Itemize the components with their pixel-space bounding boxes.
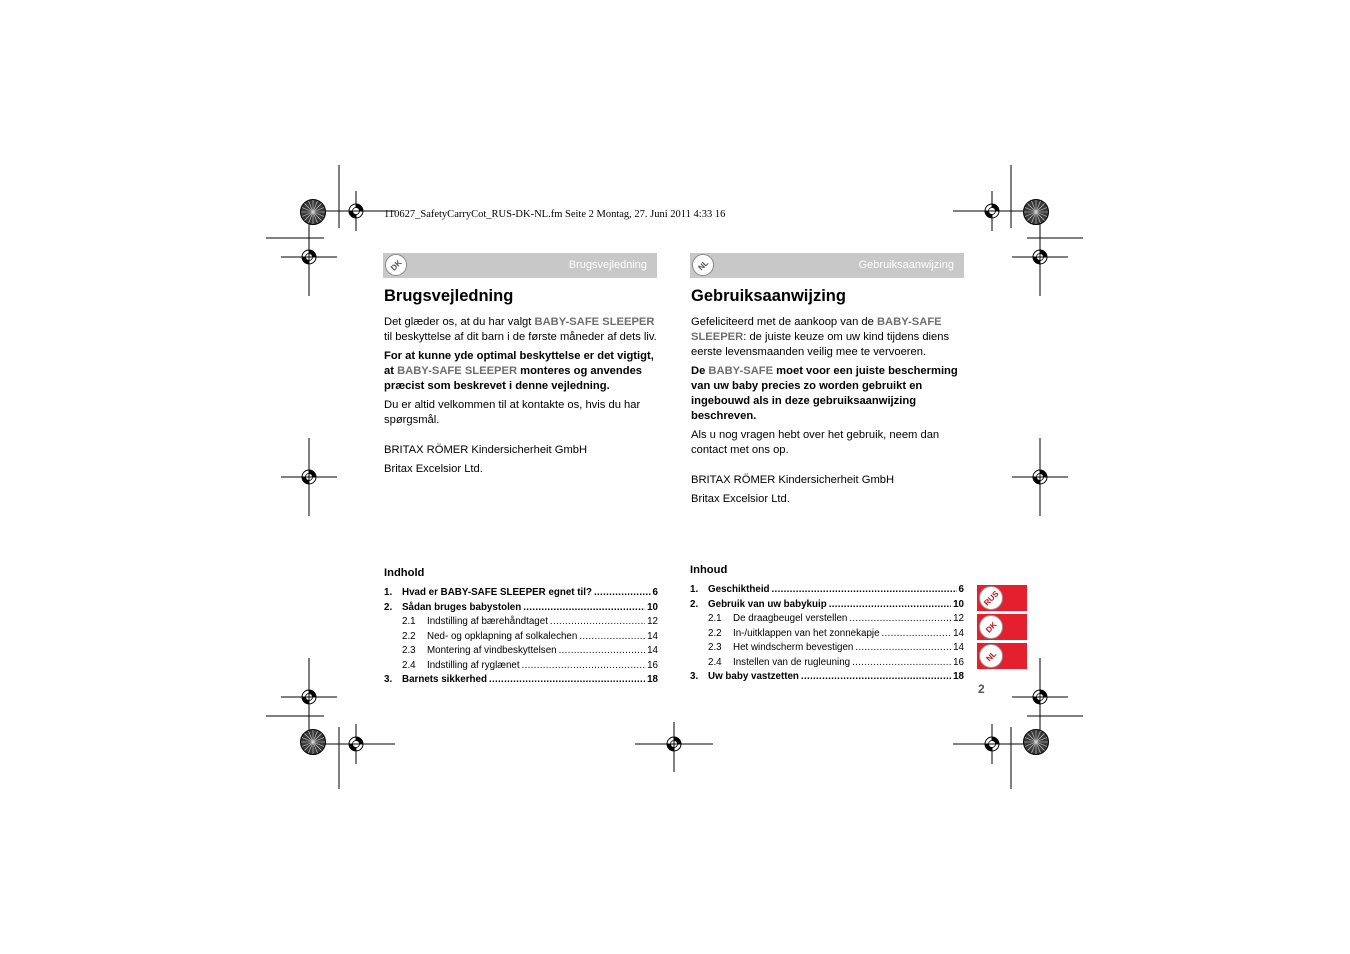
- file-header: 110627_SafetyCarryCot_RUS-DK-NL.fm Seite 2 Montag, 27. Juni 2011 4:33 16: [384, 209, 726, 220]
- toc-leader-dots: [829, 598, 951, 613]
- toc-text: Geschiktheid: [708, 584, 770, 595]
- toc-page: 14: [647, 630, 658, 642]
- dk-toc-title: Indhold: [384, 567, 425, 579]
- toc-text: Montering af vindbeskyttelsen: [427, 645, 557, 656]
- dk-table-of-contents: [384, 567, 658, 688]
- toc-text: Ned- og opklapning af solkalechen: [427, 630, 578, 642]
- toc-leader-dots: [522, 659, 646, 674]
- nl-company-1: BRITAX RÖMER Kindersicherheit GmbH: [691, 474, 895, 486]
- toc-entry[interactable]: [384, 601, 658, 616]
- page-number: 2: [978, 682, 985, 696]
- dk-language-badge: DK: [380, 249, 411, 280]
- nl-company-2: Britax Excelsior Ltd.: [691, 493, 790, 505]
- toc-page: 10: [953, 598, 964, 610]
- toc-number: 2.2: [402, 630, 416, 642]
- dk-company-1: BRITAX RÖMER Kindersicherheit GmbH: [384, 444, 588, 456]
- toc-leader-dots: [579, 630, 645, 645]
- toc-entry[interactable]: [384, 673, 658, 688]
- toc-text: Sådan bruges babystolen: [402, 601, 522, 613]
- toc-text: In-/uitklappen van het zonnekapje: [733, 627, 880, 639]
- nl-tab-bar: [690, 253, 964, 278]
- toc-page: 16: [647, 659, 658, 671]
- toc-page: 6: [652, 587, 658, 598]
- nl-contact: Als u nog vragen hebt over het gebruik, neem dan contact met ons op.: [691, 429, 940, 456]
- toc-leader-dots: [559, 644, 645, 659]
- dk-heading: Brugsvejledning: [384, 287, 514, 305]
- toc-number: 2.4: [402, 659, 416, 671]
- toc-leader-dots: [550, 615, 645, 630]
- dk-intro: Det glæder os, at du har valgt BABY-SAFE SLEEPER til beskyttelse af dit barn i de første måneder af dets liv.: [384, 316, 657, 343]
- side-tab-nl[interactable]: [977, 643, 1027, 669]
- toc-text: Barnets sikkerhed: [402, 674, 487, 685]
- toc-number: 3.: [690, 671, 699, 682]
- toc-text: De draagbeugel verstellen: [733, 613, 848, 624]
- dk-tab-title: Brugsvejledning: [568, 259, 647, 271]
- toc-entry[interactable]: [690, 627, 964, 642]
- nl-badge: NL: [974, 639, 1008, 673]
- toc-text: Indstilling af ryglænet: [427, 659, 520, 671]
- toc-leader-dots: [882, 627, 952, 642]
- toc-entry[interactable]: [384, 630, 658, 645]
- toc-page: 14: [953, 642, 964, 653]
- toc-leader-dots: [852, 656, 951, 671]
- toc-entry[interactable]: [690, 583, 964, 598]
- toc-page: 16: [953, 656, 964, 668]
- toc-leader-dots: [489, 673, 645, 688]
- toc-page: 10: [647, 601, 658, 613]
- toc-leader-dots: [801, 670, 951, 685]
- toc-number: 2.4: [708, 656, 722, 668]
- rus-badge: RUS: [974, 581, 1008, 615]
- toc-number: 2.1: [402, 616, 416, 627]
- toc-entry[interactable]: [384, 586, 658, 601]
- toc-number: 2.3: [402, 645, 416, 656]
- toc-text: Het windscherm bevestigen: [733, 642, 854, 653]
- dk-contact: Du er altid velkommen til at kontakte os, hvis du har spørgsmål.: [384, 399, 641, 426]
- toc-leader-dots: [855, 641, 951, 656]
- toc-leader-dots: [523, 601, 645, 616]
- toc-page: 18: [647, 674, 658, 685]
- nl-heading: Gebruiksaanwijzing: [691, 287, 846, 305]
- toc-entry[interactable]: [384, 659, 658, 674]
- toc-number: 1.: [690, 584, 699, 595]
- nl-language-badge: NL: [687, 249, 718, 280]
- toc-number: 3.: [384, 674, 393, 685]
- toc-entry[interactable]: [384, 615, 658, 630]
- nl-brand: BABY-SAFE SLEEPER: [691, 316, 942, 343]
- toc-page: 12: [647, 616, 658, 627]
- toc-text: Instellen van de rugleuning: [733, 656, 851, 668]
- toc-text: Uw baby vastzetten: [708, 671, 799, 682]
- dk-column: [383, 253, 657, 481]
- nl-warning: De BABY-SAFE moet voor een juiste bescherming van uw baby precies zo worden gebruikt en ingebouwd als in deze gebruiksaanwijzing beschreven.: [691, 365, 958, 422]
- nl-intro: Gefeliciteerd met de aankoop van de BABY-SAFE SLEEPER: de juiste keuze om uw kind tijdens diens eerste levensmaanden veilig mee te vervoeren.: [691, 316, 950, 358]
- toc-entry[interactable]: [690, 656, 964, 671]
- toc-page: 14: [647, 645, 658, 656]
- toc-leader-dots: [849, 612, 951, 627]
- toc-page: 6: [958, 584, 964, 595]
- toc-entry[interactable]: [690, 598, 964, 613]
- nl-column: [690, 253, 964, 511]
- toc-number: 2.3: [708, 642, 722, 653]
- nl-table-of-contents: [690, 564, 964, 685]
- toc-number: 2.: [384, 601, 393, 613]
- nl-tab-title: Gebruiksaanwijzing: [858, 259, 954, 271]
- toc-page: 14: [953, 627, 964, 639]
- toc-number: 2.2: [708, 627, 722, 639]
- toc-number: 2.: [690, 598, 699, 610]
- toc-page: 12: [953, 613, 964, 624]
- toc-text: Indstilling af bærehåndtaget: [427, 616, 548, 627]
- toc-text: Gebruik van uw babykuip: [708, 598, 827, 610]
- nl-toc-title: Inhoud: [690, 564, 728, 576]
- dk-warning: For at kunne yde optimal beskyttelse er det vigtigt, at BABY-SAFE SLEEPER monteres og anvendes præcist som beskrevet i denne vejledning.: [384, 350, 654, 392]
- toc-page: 18: [953, 671, 964, 682]
- toc-text: Hvad er BABY-SAFE SLEEPER egnet til?: [402, 587, 592, 598]
- side-tab-dk[interactable]: [977, 614, 1027, 640]
- toc-entry[interactable]: [690, 641, 964, 656]
- toc-entry[interactable]: [690, 612, 964, 627]
- toc-leader-dots: [594, 586, 651, 601]
- dk-tab-bar: [383, 253, 657, 278]
- dk-company-2: Britax Excelsior Ltd.: [384, 463, 483, 475]
- dk-brand: BABY-SAFE SLEEPER: [534, 316, 655, 328]
- toc-entry[interactable]: [384, 644, 658, 659]
- toc-entry[interactable]: [690, 670, 964, 685]
- side-language-tabs: [977, 585, 1027, 672]
- side-tab-rus[interactable]: [977, 585, 1027, 611]
- dk-badge: DK: [974, 610, 1008, 644]
- toc-number: 2.1: [708, 613, 722, 624]
- toc-number: 1.: [384, 587, 393, 598]
- toc-leader-dots: [772, 583, 957, 598]
